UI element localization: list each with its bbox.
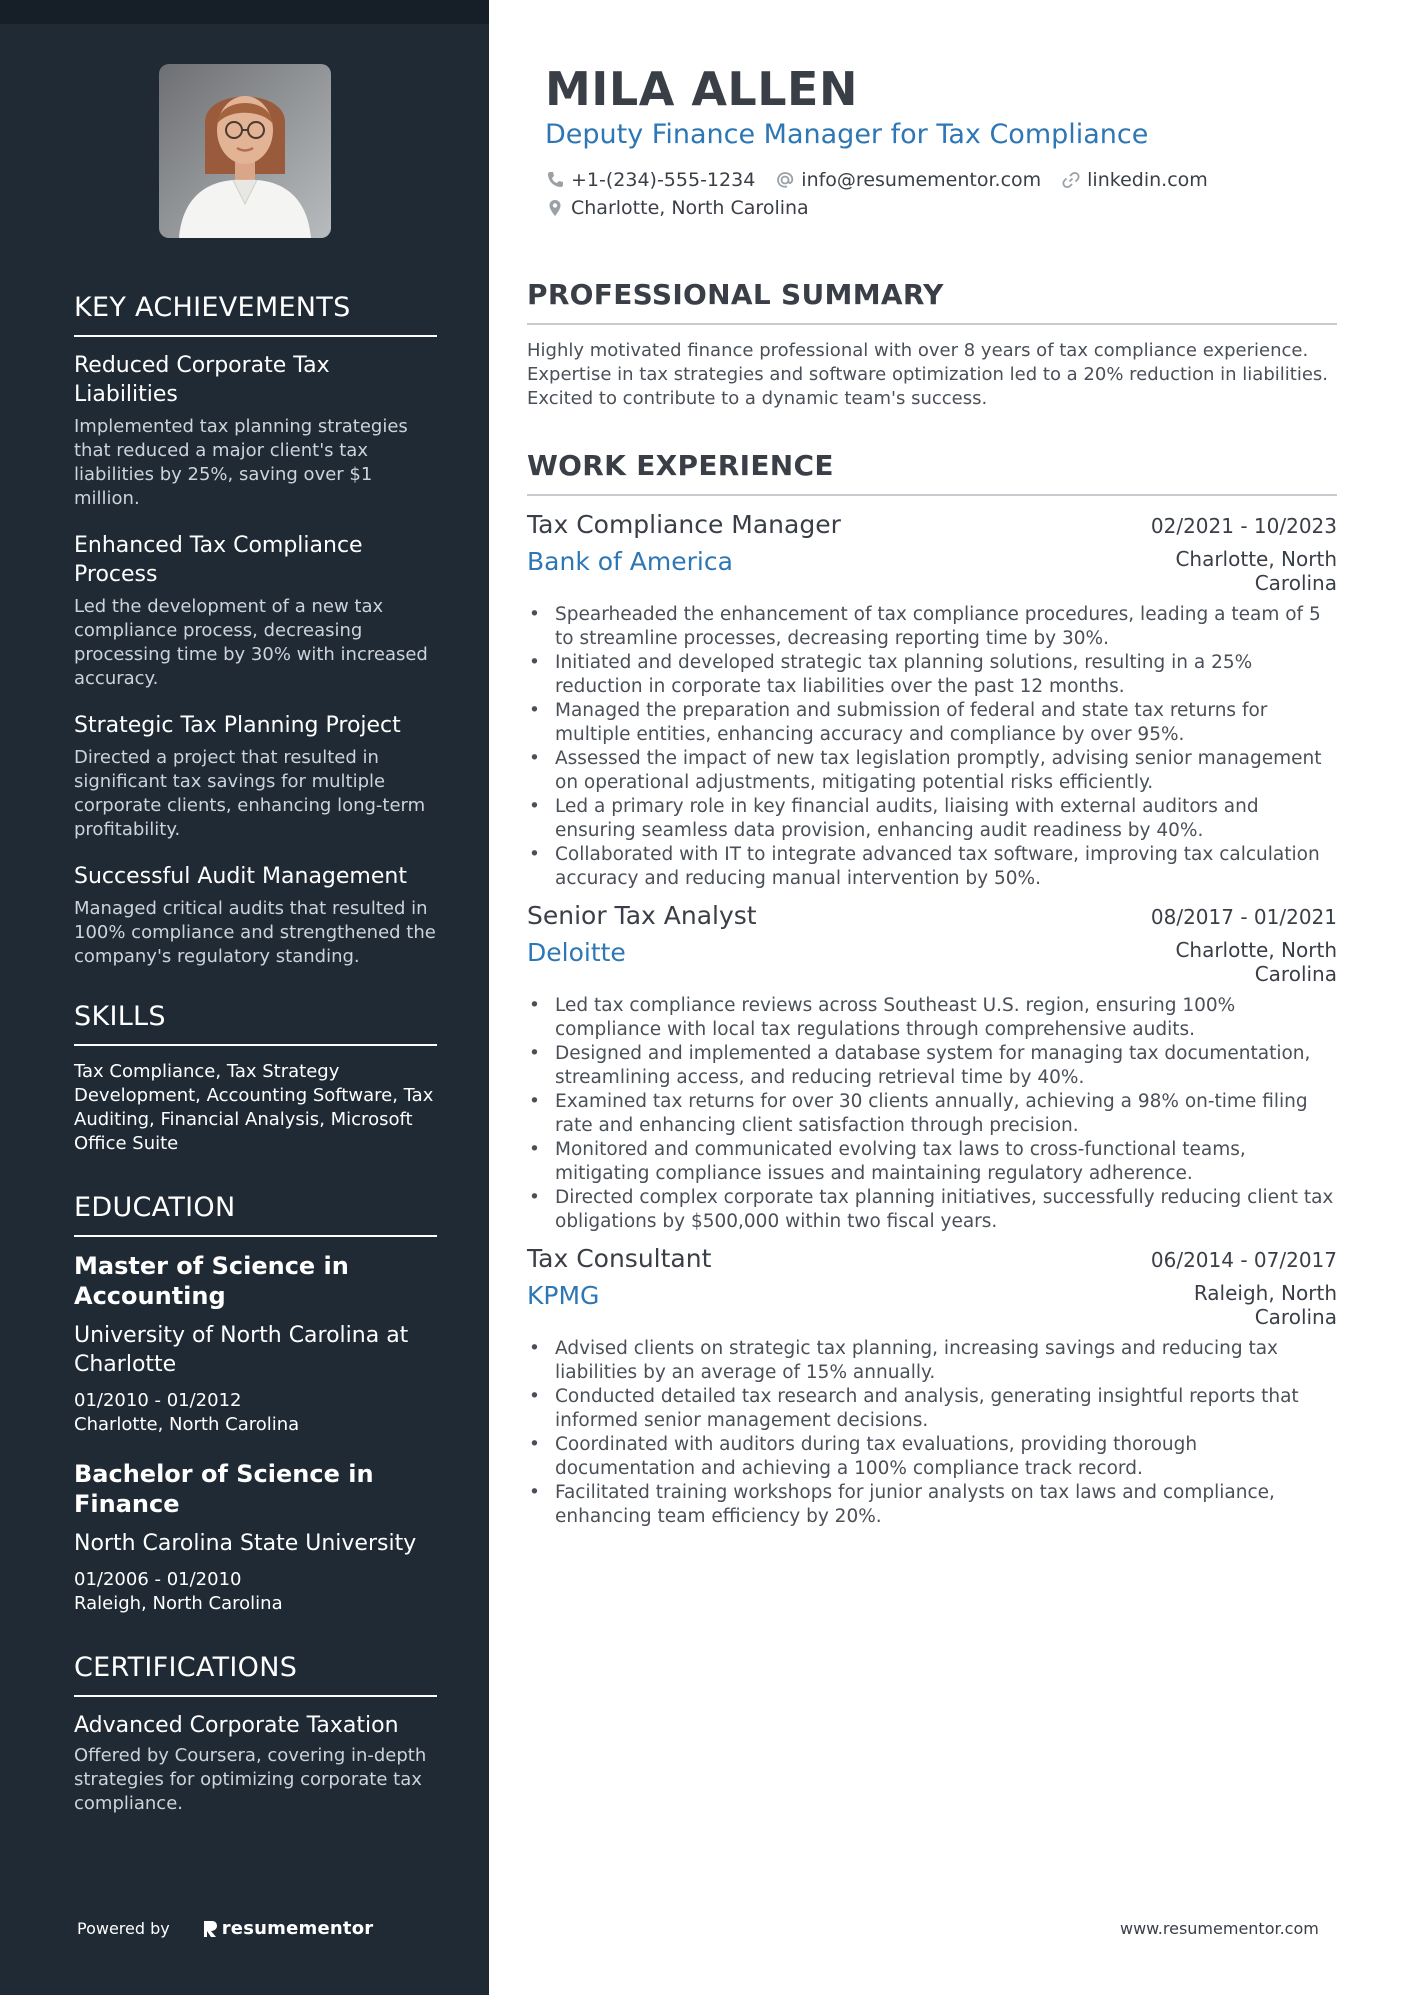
job-bullets — [527, 1337, 1337, 1529]
achievement-item — [74, 862, 437, 969]
job-location: Charlotte, North Carolina — [1175, 938, 1337, 986]
contact-row — [545, 194, 1337, 222]
job-bullets — [527, 994, 1337, 1234]
job-location: Charlotte, North Carolina — [1175, 547, 1337, 595]
education-degree: Bachelor of Science in Finance — [74, 1460, 374, 1518]
at-sign-icon — [775, 170, 795, 190]
list-item: • Directed complex corporate tax planning initiatives, successfully reducing client tax obligations by $500,000 within two fiscal years. — [527, 1186, 1337, 1234]
certification-description: Offered by Coursera, covering in-depth strategies for optimizing corporate tax compliance. — [74, 1745, 427, 1814]
job-title: Tax Consultant — [527, 1244, 712, 1273]
education-school: University of North Carolina at Charlotte — [74, 1323, 409, 1377]
powered-by — [77, 1918, 373, 1939]
job-entry — [527, 1244, 1337, 1529]
job-title: Tax Compliance Manager — [527, 510, 841, 539]
list-item: • Collaborated with IT to integrate advanced tax software, improving tax calculation accuracy and reducing manual intervention by 50%. — [527, 843, 1337, 891]
section-heading: SKILLS — [74, 1001, 437, 1046]
education-dates: 01/2010 - 01/2012 — [74, 1390, 242, 1411]
powered-by-label: Powered by — [77, 1919, 170, 1938]
job-title: Senior Tax Analyst — [527, 901, 757, 930]
job-dates: 08/2017 - 01/2021 — [1150, 905, 1337, 929]
certification-title: Advanced Corporate Taxation — [74, 1713, 399, 1738]
sidebar — [0, 0, 489, 1995]
section-heading: EDUCATION — [74, 1192, 437, 1237]
education-location: Raleigh, North Carolina — [74, 1593, 283, 1614]
list-item: • Coordinated with auditors during tax evaluations, providing thorough documentation and achieving a 100% compliance track record. — [527, 1433, 1337, 1481]
achievement-description: Directed a project that resulted in significant tax savings for multiple corporate clients, enhancing long-term profitability. — [74, 747, 426, 840]
link-icon — [1061, 170, 1081, 190]
list-item: • Led tax compliance reviews across Southeast U.S. region, ensuring 100% compliance with local tax regulations through comprehensive audits. — [527, 994, 1337, 1042]
section-heading: KEY ACHIEVEMENTS — [74, 292, 437, 337]
achievement-description: Implemented tax planning strategies that reduced a major client's tax liabilities by 25%, saving over $1 million. — [74, 416, 408, 509]
list-item: • Advised clients on strategic tax planning, increasing savings and reducing tax liabilities by an average of 15% annually. — [527, 1337, 1337, 1385]
education-school: North Carolina State University — [74, 1531, 417, 1556]
profile-photo-image — [159, 64, 331, 238]
achievement-title: Successful Audit Management — [74, 864, 407, 889]
resume-header — [527, 62, 1337, 222]
education-item — [74, 1251, 437, 1437]
contact-info — [545, 166, 1337, 222]
job-dates: 06/2014 - 07/2017 — [1150, 1248, 1337, 1272]
list-item: • Spearheaded the enhancement of tax compliance procedures, leading a team of 5 to streamline processes, decreasing reporting time by 30%. — [527, 603, 1337, 651]
skills-list: Tax Compliance, Tax Strategy Development, Accounting Software, Tax Auditing, Financial Analysis, Microsoft Office Suite — [74, 1061, 434, 1154]
main-content — [527, 0, 1337, 1539]
job-bullets — [527, 603, 1337, 891]
job-company: Bank of America — [527, 547, 733, 576]
education-section — [74, 1192, 437, 1616]
list-item: • Assessed the impact of new tax legislation promptly, advising senior management on operational adjustments, mitigating potential risks efficiently. — [527, 747, 1337, 795]
achievement-title: Strategic Tax Planning Project — [74, 713, 401, 738]
phone-icon — [545, 170, 565, 190]
candidate-role: Deputy Finance Manager for Tax Compliance — [545, 119, 1149, 150]
summary-text: Highly motivated finance professional with over 8 years of tax compliance experience. Expertise in tax strategies and software optimization led to a 20% reduction in liabilities. Excited to contribute to a dynamic team's success. — [527, 340, 1328, 409]
job-header — [527, 510, 1337, 539]
education-meta — [74, 1568, 437, 1616]
work-experience-section — [527, 449, 1337, 1529]
job-subheader — [527, 1281, 1337, 1329]
section-heading: PROFESSIONAL SUMMARY — [527, 278, 1337, 325]
achievement-item — [74, 531, 437, 691]
brand-logo-icon — [202, 1919, 218, 1939]
skills-section — [74, 1001, 437, 1156]
education-dates: 01/2006 - 01/2010 — [74, 1569, 242, 1590]
brand-logo[interactable] — [202, 1918, 374, 1939]
achievement-title: Enhanced Tax Compliance Process — [74, 533, 363, 587]
achievement-title: Reduced Corporate Tax Liabilities — [74, 353, 330, 407]
job-dates: 02/2021 - 10/2023 — [1150, 514, 1337, 538]
education-meta — [74, 1389, 437, 1437]
contact-row — [545, 166, 1337, 194]
list-item: • Facilitated training workshops for junior analysts on tax laws and compliance, enhancing team efficiency by 20%. — [527, 1481, 1337, 1529]
contact-phone[interactable] — [545, 169, 755, 191]
job-entry — [527, 510, 1337, 891]
list-item: • Managed the preparation and submission of federal and state tax returns for multiple entities, enhancing accuracy and compliance by over 95%. — [527, 699, 1337, 747]
phone-text: +1-(234)-555-1234 — [571, 169, 756, 191]
contact-linkedin[interactable] — [1061, 169, 1208, 191]
contact-email[interactable] — [775, 169, 1041, 191]
profile-photo — [159, 64, 331, 238]
location-text: Charlotte, North Carolina — [571, 197, 809, 219]
achievement-item — [74, 711, 437, 842]
list-item: • Initiated and developed strategic tax planning solutions, resulting in a 25% reduction in corporate tax liabilities over the past 12 months. — [527, 651, 1337, 699]
job-header — [527, 1244, 1337, 1273]
list-item: • Examined tax returns for over 30 clients annually, achieving a 98% on-time filing rate and enhancing client satisfaction through precision. — [527, 1090, 1337, 1138]
education-degree: Master of Science in Accounting — [74, 1252, 349, 1310]
email-text: info@resumementor.com — [801, 169, 1042, 191]
education-item — [74, 1459, 437, 1616]
certifications-section — [74, 1652, 437, 1816]
list-item: • Led a primary role in key financial audits, liaising with external auditors and ensuring seamless data provision, enhancing audit readiness by 40%. — [527, 795, 1337, 843]
job-company: Deloitte — [527, 938, 626, 967]
achievement-description: Led the development of a new tax compliance process, decreasing processing time by 30% with increased accuracy. — [74, 596, 428, 689]
section-heading: CERTIFICATIONS — [74, 1652, 437, 1697]
job-subheader — [527, 547, 1337, 595]
location-pin-icon — [545, 198, 565, 218]
list-item: • Monitored and communicated evolving tax laws to cross-functional teams, mitigating compliance issues and maintaining regulatory adherence. — [527, 1138, 1337, 1186]
key-achievements-section — [74, 292, 437, 969]
education-location: Charlotte, North Carolina — [74, 1414, 300, 1435]
achievement-description: Managed critical audits that resulted in 100% compliance and strengthened the company's regulatory standing. — [74, 898, 436, 967]
contact-location — [545, 197, 809, 219]
candidate-name: MILA ALLEN — [545, 62, 858, 116]
job-header — [527, 901, 1337, 930]
achievement-item — [74, 351, 437, 511]
job-location: Raleigh, North Carolina — [1193, 1281, 1337, 1329]
sidebar-top-bar — [0, 0, 489, 24]
job-subheader — [527, 938, 1337, 986]
professional-summary-section — [527, 278, 1337, 411]
list-item: • Conducted detailed tax research and analysis, generating insightful reports that informed senior management decisions. — [527, 1385, 1337, 1433]
linkedin-text: linkedin.com — [1087, 169, 1208, 191]
section-heading: WORK EXPERIENCE — [527, 449, 1337, 496]
footer-url[interactable]: www.resumementor.com — [1120, 1919, 1319, 1938]
list-item: • Designed and implemented a database system for managing tax documentation, streamlining access, and reducing retrieval time by 40%. — [527, 1042, 1337, 1090]
job-company: KPMG — [527, 1281, 600, 1310]
job-entry — [527, 901, 1337, 1234]
brand-logo-text: resumementor — [221, 1918, 374, 1939]
